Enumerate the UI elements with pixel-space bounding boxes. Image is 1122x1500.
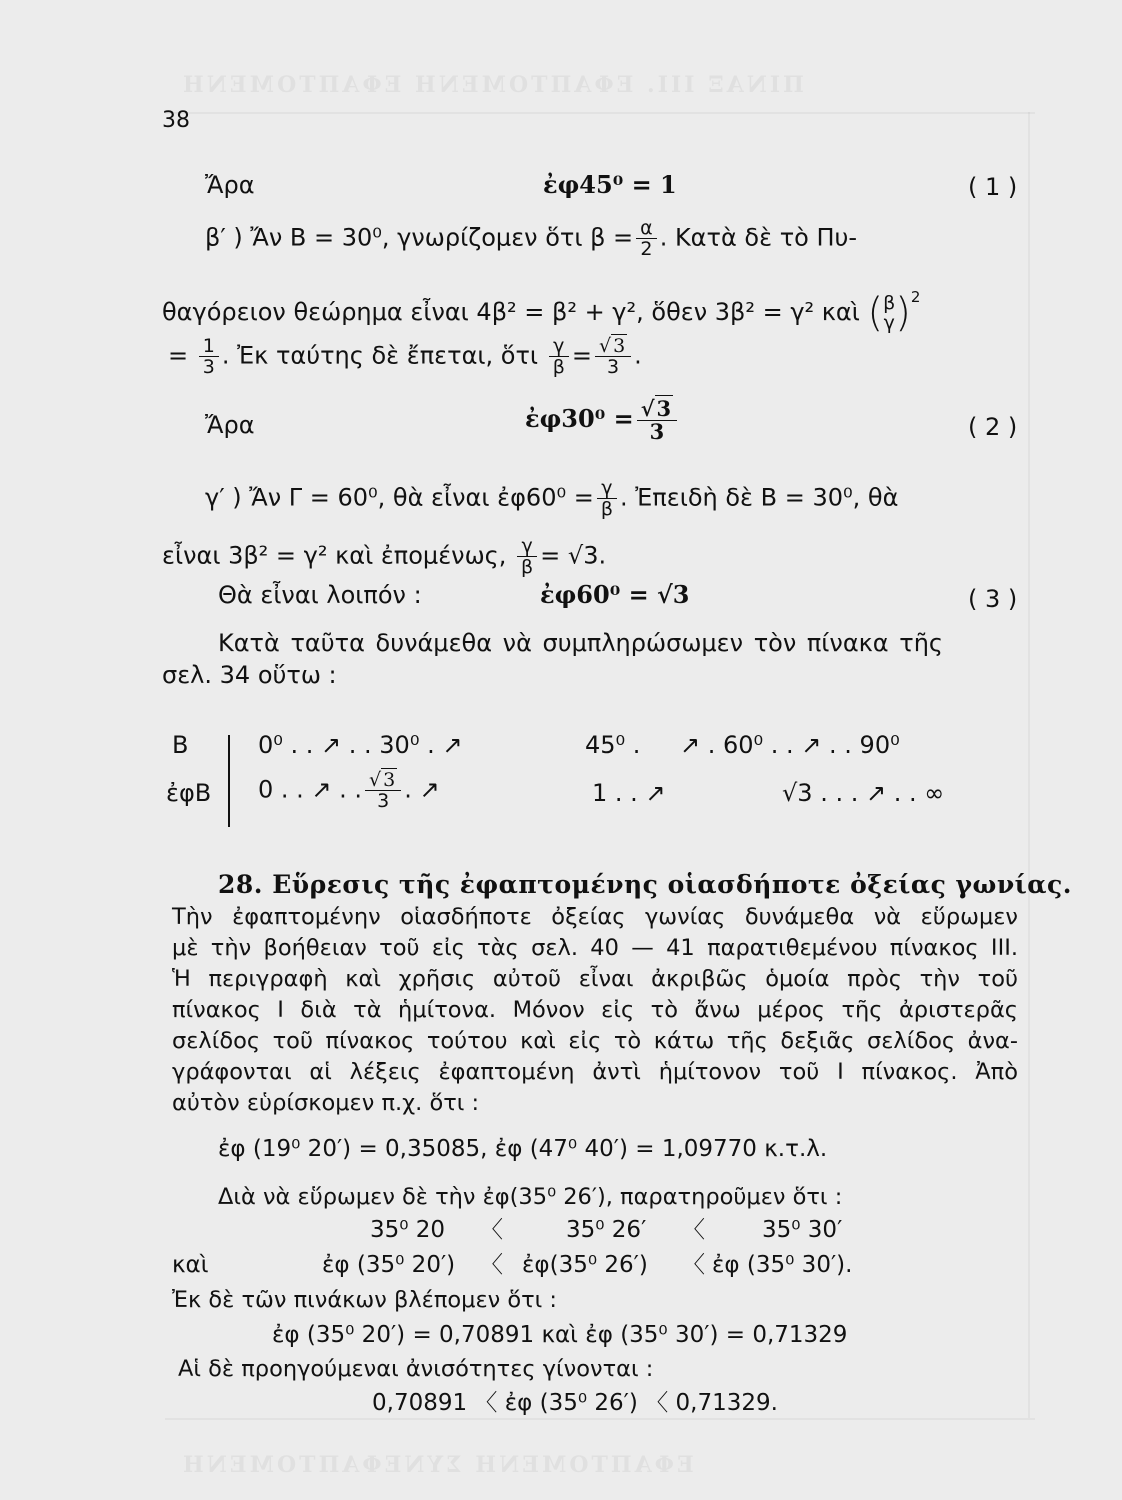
table-row-angle-part-2: 45⁰ . [585,731,641,759]
fraction-numerator: α [636,218,657,239]
eq2-label: Ἄρα [205,411,255,439]
inequality-tangents-label: καὶ [172,1252,209,1278]
eq1-label: Ἄρα [205,171,255,199]
table-row-angle-part-1: 0⁰ . . ↗ . . 30⁰ . ↗ [258,731,463,759]
inequality-tangent-2: ἐφ(35⁰ 26′) [522,1252,648,1278]
bleed-through-rule [1028,112,1030,1418]
inequality-angles-3: 35⁰ 30′ [762,1217,843,1243]
section-heading: 28. Εὕρεσις τῆς ἐφαπτομένης οἱασδήποτε ὀξείας γωνίας. [218,870,1072,899]
period: . [634,341,642,370]
fraction-numerator: γ [549,336,569,357]
eq3-label: Θὰ εἶναι λοιπόν : [218,581,422,609]
table-row-tangent-part-1 [258,770,440,811]
inequality-conclusion-intro: Αἱ δὲ προηγούμεναι ἀνισότητες γίνονται : [178,1356,654,1382]
inequality-sign: 〈 [480,1217,503,1243]
final-inequality: 0,70891 〈 ἐφ (35⁰ 26′) 〈 0,71329. [372,1390,778,1416]
case-c-line-2 [162,536,606,577]
inequality-angles-2: 35⁰ 26′ [566,1217,647,1243]
open-paren: ( [867,290,884,336]
bleed-through-rule [165,112,1035,114]
page-number: 38 [162,108,190,133]
table-row-tangent-part-3: √3 . . . ↗ . . ∞ [782,779,945,807]
eq1-number: ( 1 ) [968,173,1018,201]
fraction-denominator: 3 [649,419,665,444]
paragraph-line: μὲ τὴν βοήθειαν τοῦ εἰς τὰς σελ. 40 — 41 παρατιθεμένου πίνακος ΙΙΙ. [172,935,1018,961]
table-row-angle-label: Β [172,731,189,759]
paragraph-line: αὐτὸν εὑρίσκομεν π.χ. ὅτι : [172,1090,480,1116]
fraction-sqrt3-over-3 [365,770,401,811]
tangent-arrow: . ↗ [404,775,440,804]
eq3-formula: ἐφ60⁰ = √3 [540,580,690,609]
equals-sign: = [571,341,592,370]
case-b-text-1a: β′ ) Ἄν Β = 30⁰, γνωρίζομεν ὅτι β = [205,223,634,252]
case-b-text-3a: . Ἐκ ταύτης δὲ ἔπεται, ὅτι [221,341,539,370]
case-c-text-1a: γ′ ) Ἄν Γ = 60⁰, θὰ εἶναι ἐφ60⁰ = [205,483,594,512]
fraction-denominator: 3 [202,356,215,378]
inequality-tangent-1: ἐφ (35⁰ 20′) [322,1252,456,1278]
fraction-denominator: β [521,556,534,578]
fraction-numerator: √ 3 [365,770,401,791]
stack-bottom: γ [883,312,895,334]
inequality-sign: 〈 [682,1252,705,1278]
fraction-denominator: 3 [377,790,390,812]
fraction-numerator: √3 [637,398,677,421]
radicand: 3 [656,396,672,421]
case-b-line-3 [168,336,642,377]
case-b-text-1b: . Κατὰ δὲ τὸ Πυ- [659,223,858,252]
table-row-tangent-label: ἐφΒ [166,779,212,807]
case-c-text-1b: . Ἐπειδὴ δὲ Β = 30⁰, θὰ [619,483,899,512]
case-b-text-2a: θαγόρειον θεώρημα εἶναι 4β² = β² + γ², ὅθεν 3β² = γ² καὶ [162,298,860,326]
fraction-numerator: γ [597,478,617,499]
case-b-line-2 [162,282,921,336]
case-c-text-2b: = √3. [540,541,607,570]
fraction-numerator: γ [517,536,537,557]
eq2-number: ( 2 ) [968,413,1018,441]
paragraph-line: γράφονται αἱ λέξεις ἐφαπτομένη ἀντὶ ἡμίτονον τοῦ Ι πίνακος. Ἀπὸ [172,1059,1018,1085]
eq2-formula [525,398,680,443]
paragraph-line: πίνακος Ι διὰ τὰ ἡμίτονα. Μόνον εἰς τὸ ἄνω μέρος τῆς ἀριστερᾶς [172,997,1018,1023]
fraction-1-over-3 [199,336,219,377]
close-paren: ) [895,290,911,336]
fraction-denominator: 3 [607,356,620,378]
inequality-sign: 〈 [682,1217,705,1243]
equals-sign: = [168,341,189,370]
paragraph-line: Τὴν ἐφαπτομένην οἱασδήποτε ὀξείας γωνίας δυνάμεθα νὰ εὕρωμεν [172,904,1018,930]
paragraph-line: Ἡ περιγραφὴ καὶ χρῆσις αὐτοῦ εἶναι ἀκριβῶς ὁμοία πρὸς τὴν τοῦ [172,966,1018,992]
example-values: ἐφ (19⁰ 20′) = 0,35085, ἐφ (47⁰ 40′) = 1,09770 κ.τ.λ. [218,1136,828,1162]
fraction-sqrt3-over-3 [637,398,677,443]
fraction-numerator: √ 3 [595,336,631,357]
eq1-formula: ἐφ45⁰ = 1 [543,170,677,199]
radicand: 3 [613,335,626,357]
fraction-sqrt3-over-3 [595,336,631,377]
inequality-sign: 〈 [480,1252,503,1278]
case-c-line-1 [205,478,898,519]
table-lookup-intro: Ἐκ δὲ τῶν πινάκων βλέπομεν ὅτι : [172,1287,557,1313]
fraction-denominator: β [552,356,565,378]
beta-over-gamma [883,293,895,333]
stack-top: β [883,292,896,314]
case-c-text-2a: εἶναι 3β² = γ² καὶ ἐπομένως, [162,541,507,570]
fraction-alpha-over-2 [636,218,657,259]
example-intro: Διὰ νὰ εὕρωμεν δὲ τὴν ἐφ(35⁰ 26′), παρατηροῦμεν ὅτι : [218,1184,843,1210]
table-lookup-values: ἐφ (35⁰ 20′) = 0,70891 καὶ ἐφ (35⁰ 30′) = 0,71329 [272,1322,848,1348]
fraction-gamma-over-beta [517,536,537,577]
exponent: 2 [910,288,921,306]
bleed-through-footer: ΕΦΑΠΤΟΜΕΝΗ ΣΥΝΕΦΑΠΤΟΜΕΝΗ [180,1452,694,1478]
radicand: 3 [383,769,396,791]
bleed-through-rule [165,1418,1035,1420]
eq2-lhs: ἐφ30⁰ = [525,404,634,433]
eq3-number: ( 3 ) [968,585,1018,613]
table-intro-line-2: σελ. 34 οὕτω : [162,661,337,689]
fraction-gamma-over-beta [597,478,617,519]
fraction-numerator: 1 [199,336,219,357]
bleed-through-header: ΠΙΝΑΞ ΙΙΙ. ΕΦΑΠΤΟΜΕΝΗ ΕΦΑΠΤΟΜΕΝΗ [180,72,804,98]
inequality-tangent-3: ἐφ (35⁰ 30′). [712,1252,853,1278]
fraction-denominator: β [600,498,613,520]
tangent-zero: 0 . . ↗ . . [258,775,363,804]
fraction-denominator: 2 [640,238,653,260]
inequality-angles-1: 35⁰ 20 [370,1217,446,1243]
case-b-line-1 [205,218,857,259]
paragraph-line: σελίδος τοῦ πίνακος τούτου καὶ εἰς τὸ κάτω τῆς δεξιᾶς σελίδος ἀνα- [172,1028,1018,1054]
table-intro-line-1: Κατὰ ταῦτα δυνάμεθα νὰ συμπληρώσωμεν τὸν πίνακα τῆς [218,629,943,657]
table-row-tangent-part-2: 1 . . ↗ [592,779,666,807]
table-row-angle-part-3: ↗ . 60⁰ . . ↗ . . 90⁰ [680,731,900,759]
fraction-gamma-over-beta [549,336,569,377]
table-divider [228,735,230,827]
